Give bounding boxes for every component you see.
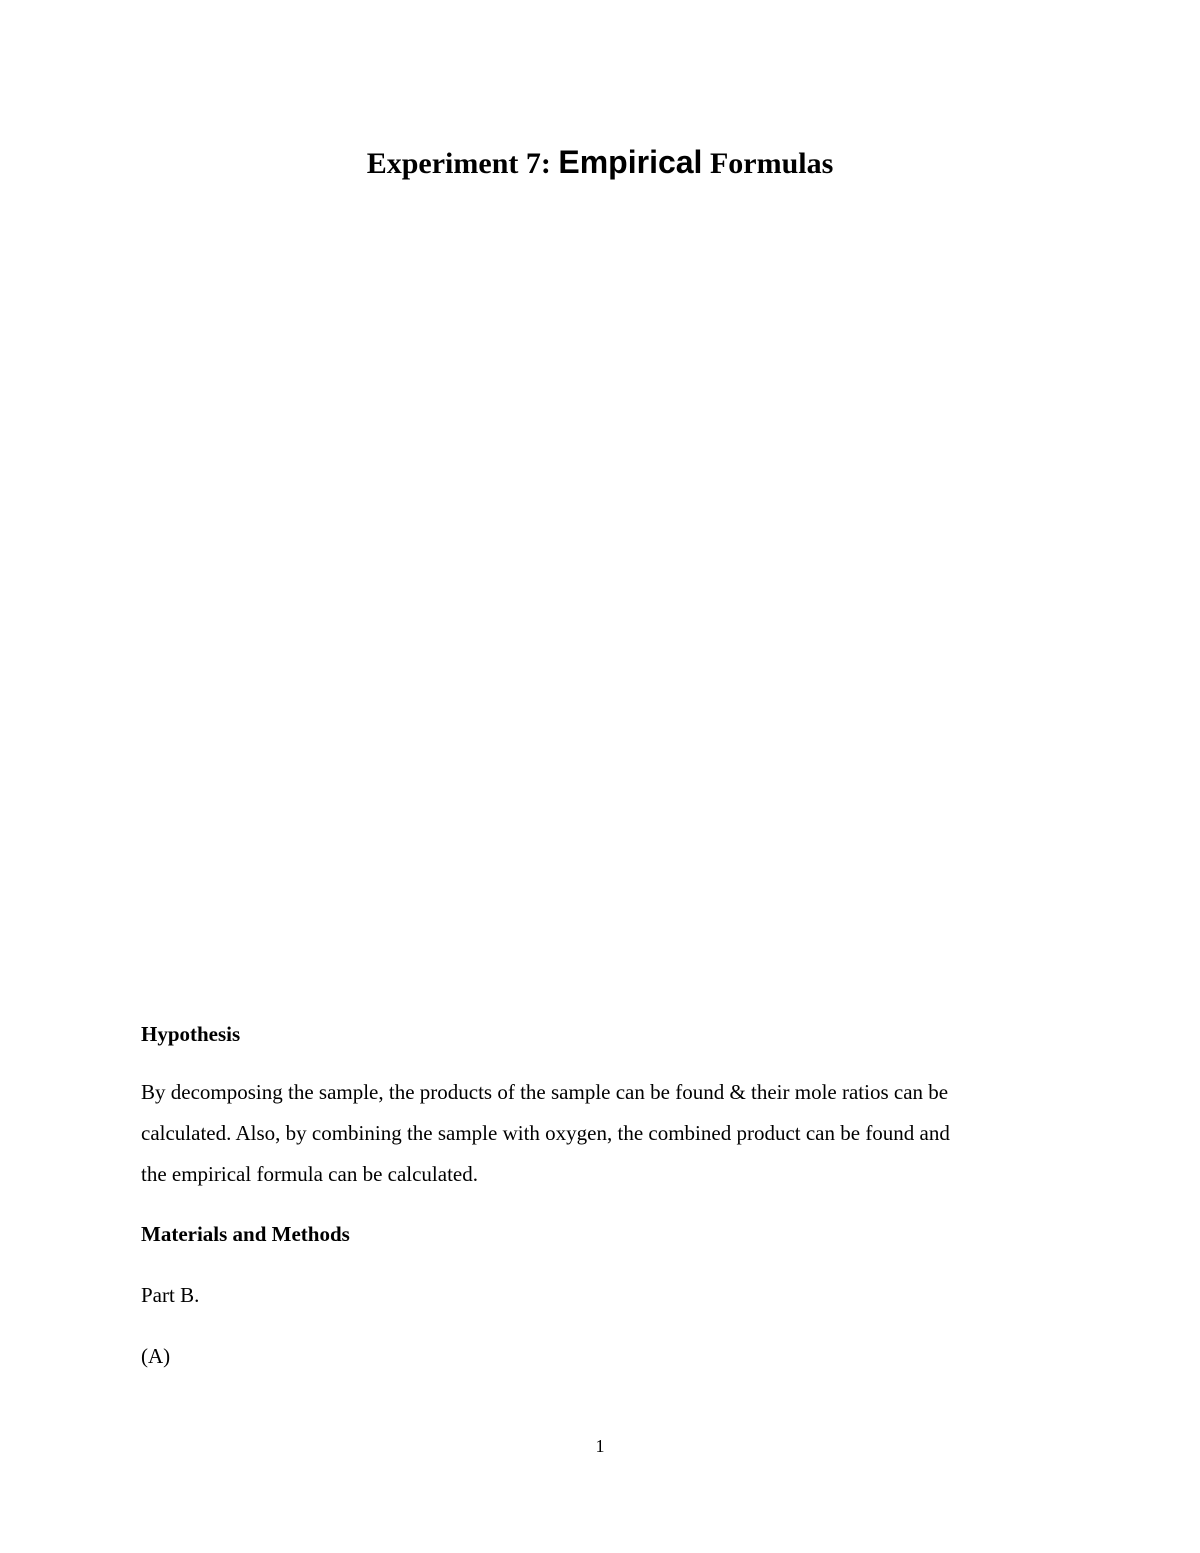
hypothesis-line-1: By decomposing the sample, the products of the sample can be found & their mole ratios can be [141, 1080, 949, 1104]
title-part-3: Formulas [702, 147, 834, 180]
page-number: 1 [595, 1436, 605, 1456]
hypothesis-paragraph [141, 1072, 1061, 1195]
sub-label-a: (A) [141, 1344, 171, 1368]
hypothesis-line-2: calculated. Also, by combining the sample with oxygen, the combined product can be found and [141, 1121, 950, 1145]
hypothesis-heading: Hypothesis [141, 1022, 241, 1046]
part-b-label: Part B. [141, 1283, 200, 1307]
materials-methods-heading: Materials and Methods [141, 1222, 350, 1246]
document-title [0, 142, 1200, 184]
hypothesis-line-3: the empirical formula can be calculated. [141, 1162, 478, 1186]
title-part-1: Experiment 7: [366, 147, 559, 180]
title-part-2: Empirical [558, 144, 703, 180]
